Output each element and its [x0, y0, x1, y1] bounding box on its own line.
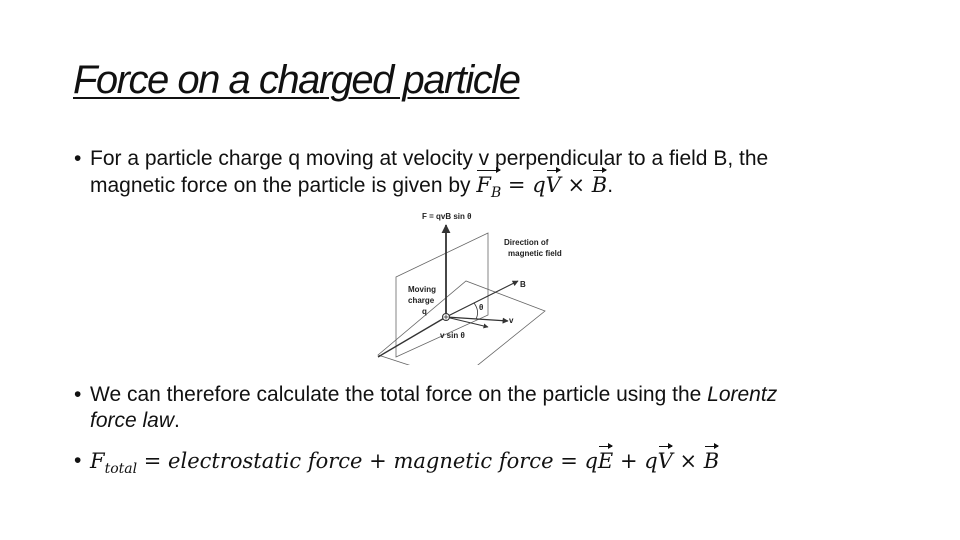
bullet-line: We can therefore calculate the total force on the particle using the Lorentz	[90, 383, 778, 406]
bullet-magnetic-force	[74, 146, 904, 202]
bullet-line: force law.	[90, 409, 180, 432]
force-label: F = qvB sin θ	[422, 212, 472, 221]
bullet-text	[90, 146, 768, 206]
horizontal-plane	[378, 281, 545, 365]
magnetic-force-equation: $F_B$ = qV × B	[476, 173, 607, 197]
field-vector: B	[591, 173, 608, 197]
velocity-vector: V	[657, 449, 673, 473]
velocity-vector: V	[545, 173, 561, 197]
vsin-label: v sin θ	[440, 331, 465, 340]
v-label: v	[509, 316, 514, 325]
bullet-line-prefix: magnetic force on the particle is given by	[90, 174, 477, 197]
electric-field-vector: E	[597, 449, 614, 473]
field-direction-label: magnetic field	[508, 249, 562, 258]
field-direction-label: Direction of	[504, 238, 549, 247]
bullet-text	[90, 382, 777, 434]
charge-label: charge	[408, 296, 435, 305]
bullet-total-force	[74, 448, 904, 480]
bullet-line: For a particle charge q moving at velocity v perpendicular to a field B, the	[90, 147, 769, 170]
slide-title: Force on a charged particle	[73, 58, 520, 102]
bullet-lorentz-law	[74, 382, 904, 434]
lorentz-term: Lorentz	[707, 383, 778, 406]
bullet-line: magnetic force on the particle is given by $F_B$ = qV × B.	[90, 172, 768, 206]
bullet-marker: •	[74, 449, 82, 472]
bullet-marker: •	[74, 383, 82, 406]
total-force-equation: $F_{total}$ = electrostatic force + magnetic force = qE + qV × B	[90, 449, 720, 478]
force-law-term: force law	[90, 409, 175, 432]
charge-label: q	[422, 307, 427, 316]
bullet-marker: •	[74, 147, 82, 170]
theta-label: θ	[479, 303, 484, 312]
theta-arc	[474, 303, 478, 319]
axis-line	[378, 317, 446, 357]
force-vector: $F_B$	[476, 172, 501, 206]
b-label: B	[520, 280, 526, 289]
charge-label: Moving	[408, 285, 436, 294]
field-vector: B	[703, 449, 720, 473]
magnetic-force-diagram	[370, 205, 590, 365]
